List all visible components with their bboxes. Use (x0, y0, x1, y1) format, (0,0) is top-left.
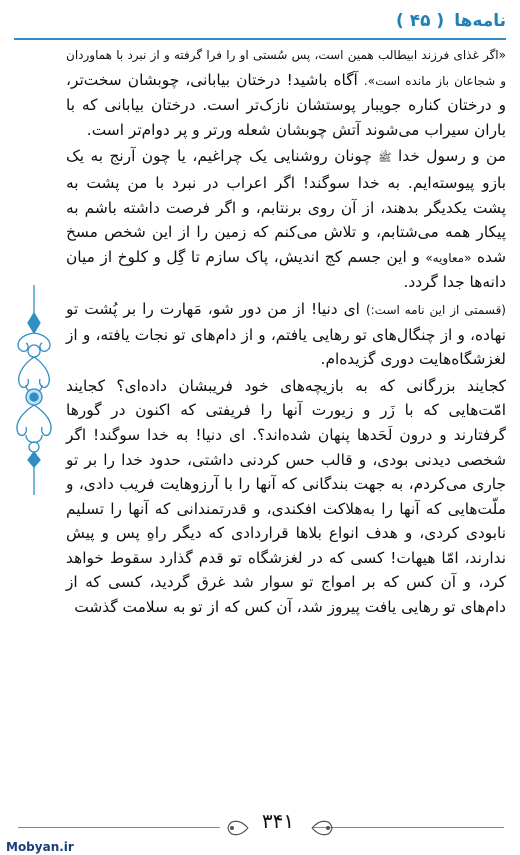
section-note: (قسمتی از این نامه است:) (365, 302, 506, 317)
page-header (14, 6, 506, 36)
quote-small-1: «اگر غذای فرزند ابیطالب همین است، پس سُستی او را فرا گرفته و از نبرد با هماوردان (66, 48, 506, 62)
paragraph-3 (66, 297, 506, 372)
paragraph-1 (66, 42, 506, 142)
honorific-glyph: ﷺ (378, 151, 392, 165)
flourish-right-icon (310, 815, 338, 841)
paragraph-3-text: ای دنیا! از من دور شو، مَهارت را بر پُشت تو نهاده، و از چنگال‌های تو رهایی یافتم، و از دام‌های تو نجات یافته، و از لغزشگاه‌هایت دوری گزیده‌ام. (66, 299, 506, 369)
body-text (66, 42, 506, 620)
paragraph-2-end: و این جسم کج اندیش، پاک سازم تا گِل و کلوخ از میان دانه‌ها جدا گردد. (66, 247, 506, 292)
footer-rule-left (18, 827, 220, 828)
footer-rule-right (312, 827, 504, 828)
site-watermark[interactable]: Mobyan.ir (6, 840, 74, 854)
paragraph-4: کجایند بزرگانی که به بازیچه‌های خود فریبشان داده‌ای؟ کجایند امّت‌هایی که با زَر و زیورت آنها را فریفتی که اکنون در گورها گرفتارند و درون لَحَدها پنهان شده‌اند؟. ای دنیا! به خدا سوگند! اگر شخصی دیدنی بودی، و قالب حس کردنی داشتی، حدود خدا را بر تو جاری می‌کردم، به جهت بندگانی که آنها را با آرزوهایت فریب دادی، و ملّت‌هایی که آنها را به‌هلاکت افکندی، و قدرتمندانی که آنها را تسلیم نابودی کردی، و هدف انواع بلاها قراردادی که دیگر راهِ پس و پیش ندارند، امّا هیهات! کسی که در لغزشگاه تو قدم گذارد سقوط خواهد کرد، و آن کس که بر امواج تو سوار شد غرق گردید، کسی که از دام‌های تو رهایی یافت پیروز شد، آن کس که از تو به سلامت گذشت (66, 376, 506, 617)
chapter-title: نامه‌ها (454, 11, 506, 31)
quote-small-2: و شجاعان باز مانده است». (363, 73, 506, 88)
margin-ornament-icon (8, 285, 60, 495)
letter-number: ( ۴۵ ) (396, 11, 445, 31)
page-footer (0, 811, 520, 855)
page-number: ۳۴۱ (261, 809, 295, 833)
paragraph-2 (66, 144, 506, 295)
flourish-left-icon (222, 815, 250, 841)
paragraph-2-middle: چونان روشنایی یک چراغیم، یا چون آرنج به یک بازو پیوسته‌ایم. به خدا سوگند! اگر اعراب در نبرد با من پشت به پشت یکدیگر بدهند، از آن روی برنتابم، و اگر فرصت داشته باشم به پیکار همه می‌شتابم، و تلاش می‌کنم که زمین را از این شخص مسخ شده (66, 147, 506, 266)
paragraph-2-start: من و رسول خدا (391, 147, 506, 166)
inline-note: «معاویه» (425, 250, 472, 265)
paragraph-1-text: آگاه باشید! درختان بیابانی، چوبشان سخت‌تر، و درختان کناره جویبار پوستشان نازک‌تر است. درختان بیابانی که با باران سیراب می‌شوند آتش چوبشان شعله ورتر و پر دوام‌تر است. (66, 70, 506, 139)
header-rule (14, 38, 506, 40)
